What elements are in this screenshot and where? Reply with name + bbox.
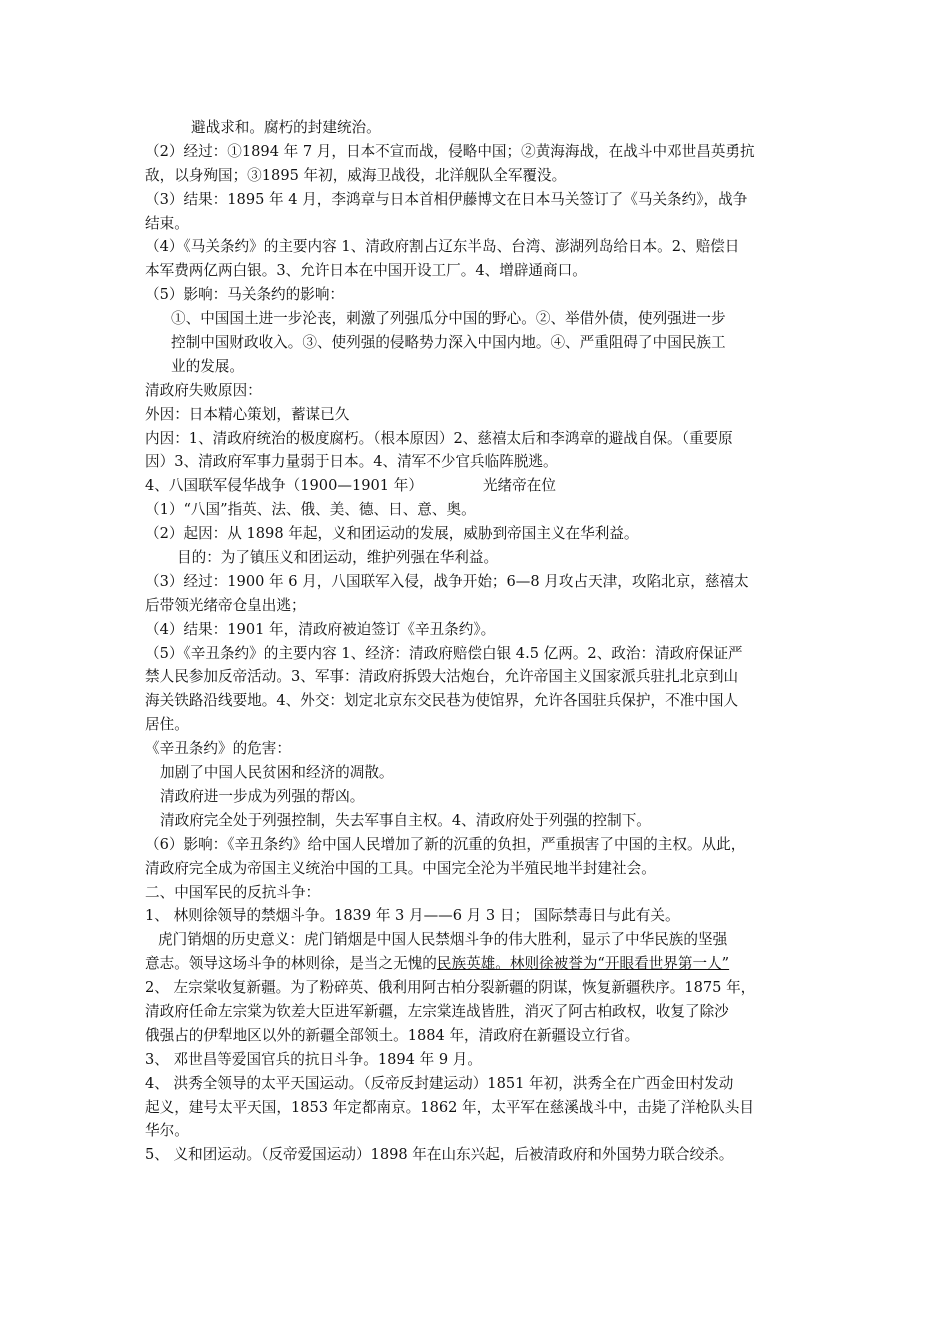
text-line: 避战求和。腐朽的封建统治。 (191, 119, 381, 136)
text-line: ①、中国国土进一步沦丧，刺激了列强瓜分中国的野心。②、举借外债，使列强进一步 (171, 310, 726, 328)
text-line: 清政府失败原因： (145, 381, 262, 399)
text-line: 业的发展。 (171, 357, 244, 375)
text-line-underlined (145, 952, 820, 976)
text-line: 2、 左宗棠收复新疆。为了粉碎英、俄利用阿古柏分裂新疆的阴谋，恢复新疆秩序。1875 年， (145, 979, 756, 997)
text-segment: 意志。领导这场斗争的林则徐，是当之无愧的 (145, 955, 437, 973)
text-line: 虎门销烟的历史意义：虎门销烟是中国人民禁烟斗争的伟大胜利，显示了中华民族的坚强 (158, 931, 728, 949)
text-line: 华尔。 (145, 1122, 189, 1140)
text-line: 清政府任命左宗棠为钦差大臣进军新疆，左宗棠连战皆胜，消灭了阿古柏政权，收复了除沙 (145, 1002, 729, 1020)
text-line-war-heading (145, 474, 820, 498)
text-line: （3）结果：1895 年 4 月，李鸿章与日本首相伊藤博文在日本马关签订了《马关条约》，战争 (145, 190, 748, 208)
text-line: （4）《马关条约》的主要内容 1、清政府割占辽东半岛、台湾、澎湖列岛给日本。2、赔偿日 (145, 238, 740, 256)
text-line: 3、 邓世昌等爱国官兵的抗日斗争。1894 年 9 月。 (145, 1050, 482, 1068)
text-line: 1、 林则徐领导的禁烟斗争。1839 年 3 月——6 月 3 日； 国际禁毒日与此有关。 (145, 907, 680, 925)
text-line: 二、中国军民的反抗斗争： (145, 883, 321, 901)
text-line: （2）起因：从 1898 年起，义和团运动的发展，威胁到帝国主义在华利益。 (145, 525, 639, 543)
text-line: 因）3、清政府军事力量弱于日本。4、清军不少官兵临阵脱逃。 (145, 453, 558, 471)
text-line: 清政府进一步成为列强的帮凶。 (160, 787, 365, 805)
text-line: （5）《辛丑条约》的主要内容 1、经济：清政府赔偿白银 4.5 亿两。2、政治：清政府保证严 (145, 644, 743, 662)
text-line: 禁人民参加反帝活动。3、军事：清政府拆毁大沽炮台，允许帝国主义国家派兵驻扎北京到山 (145, 668, 739, 686)
emperor-note: 光绪帝在位 (482, 477, 556, 495)
text-line: 清政府完全成为帝国主义统治中国的工具。中国完全沦为半殖民地半封建社会。 (145, 859, 656, 877)
text-line: 4、 洪秀全领导的太平天国运动。（反帝反封建运动）1851 年初，洪秀全在广西金田村发动 (145, 1074, 734, 1092)
text-line: 海关铁路沿线要地。4、外交：划定北京东交民巷为使馆界，允许各国驻兵保护，不准中国人 (145, 692, 739, 710)
text-line: 结束。 (145, 214, 189, 232)
text-line: （2）经过：①1894 年 7 月，日本不宣而战，侵略中国；②黄海海战，在战斗中邓世昌英勇抗 (145, 142, 755, 160)
text-line: 俄强占的伊犁地区以外的新疆全部领土。1884 年，清政府在新疆设立行省。 (145, 1026, 640, 1044)
text-line: 内因：1、清政府统治的极度腐朽。（根本原因）2、慈禧太后和李鸿章的避战自保。（重要原 (145, 429, 733, 447)
text-line: 敌，以身殉国；③1895 年初，威海卫战役，北洋舰队全军覆没。 (145, 166, 567, 184)
text-line: 后带领光绪帝仓皇出逃； (145, 596, 306, 614)
text-line: 清政府完全处于列强控制，失去军事自主权。4、清政府处于列强的控制下。 (160, 811, 651, 829)
text-line: （1）“八国”指英、法、俄、美、德、日、意、奥。 (145, 501, 476, 519)
text-line: （4）结果：1901 年，清政府被迫签订《辛丑条约》。 (145, 620, 496, 638)
text-line: 目的：为了镇压义和团运动，维护列强在华利益。 (177, 549, 499, 567)
text-line: 控制中国财政收入。③、使列强的侵略势力深入中国内地。④、严重阻碍了中国民族工 (171, 334, 726, 352)
text-line: （3）经过：1900 年 6 月，八国联军入侵，战争开始；6—8 月攻占天津，攻陷北京，慈禧太 (145, 572, 749, 590)
text-line: 居住。 (145, 716, 189, 734)
text-line: 本军费两亿两白银。3、允许日本在中国开设工厂。4、增辟通商口。 (145, 262, 587, 280)
text-line: 5、 义和团运动。（反帝爱国运动）1898 年在山东兴起，后被清政府和外国势力联合绞杀。 (145, 1146, 734, 1164)
text-line: （6）影响：《辛丑条约》给中国人民增加了新的沉重的负担，严重损害了中国的主权。从此， (145, 835, 746, 853)
text-line: 《辛丑条约》的危害： (145, 740, 291, 758)
text-line: 起义，建号太平天国，1853 年定都南京。1862 年，太平军在慈溪战斗中，击毙了洋枪队头目 (145, 1098, 754, 1116)
document-body (145, 116, 820, 1167)
war-heading: 4、八国联军侵华战争（1900—1901 年） (145, 477, 423, 495)
text-line: 外因：日本精心策划，蓄谋已久 (145, 405, 350, 423)
underlined-text: 民族英雄。林则徐被誉为“开眼看世界第一人” (436, 955, 730, 973)
text-line: （5）影响：马关条约的影响： (145, 286, 345, 304)
text-line: 加剧了中国人民贫困和经济的凋散。 (160, 764, 394, 782)
